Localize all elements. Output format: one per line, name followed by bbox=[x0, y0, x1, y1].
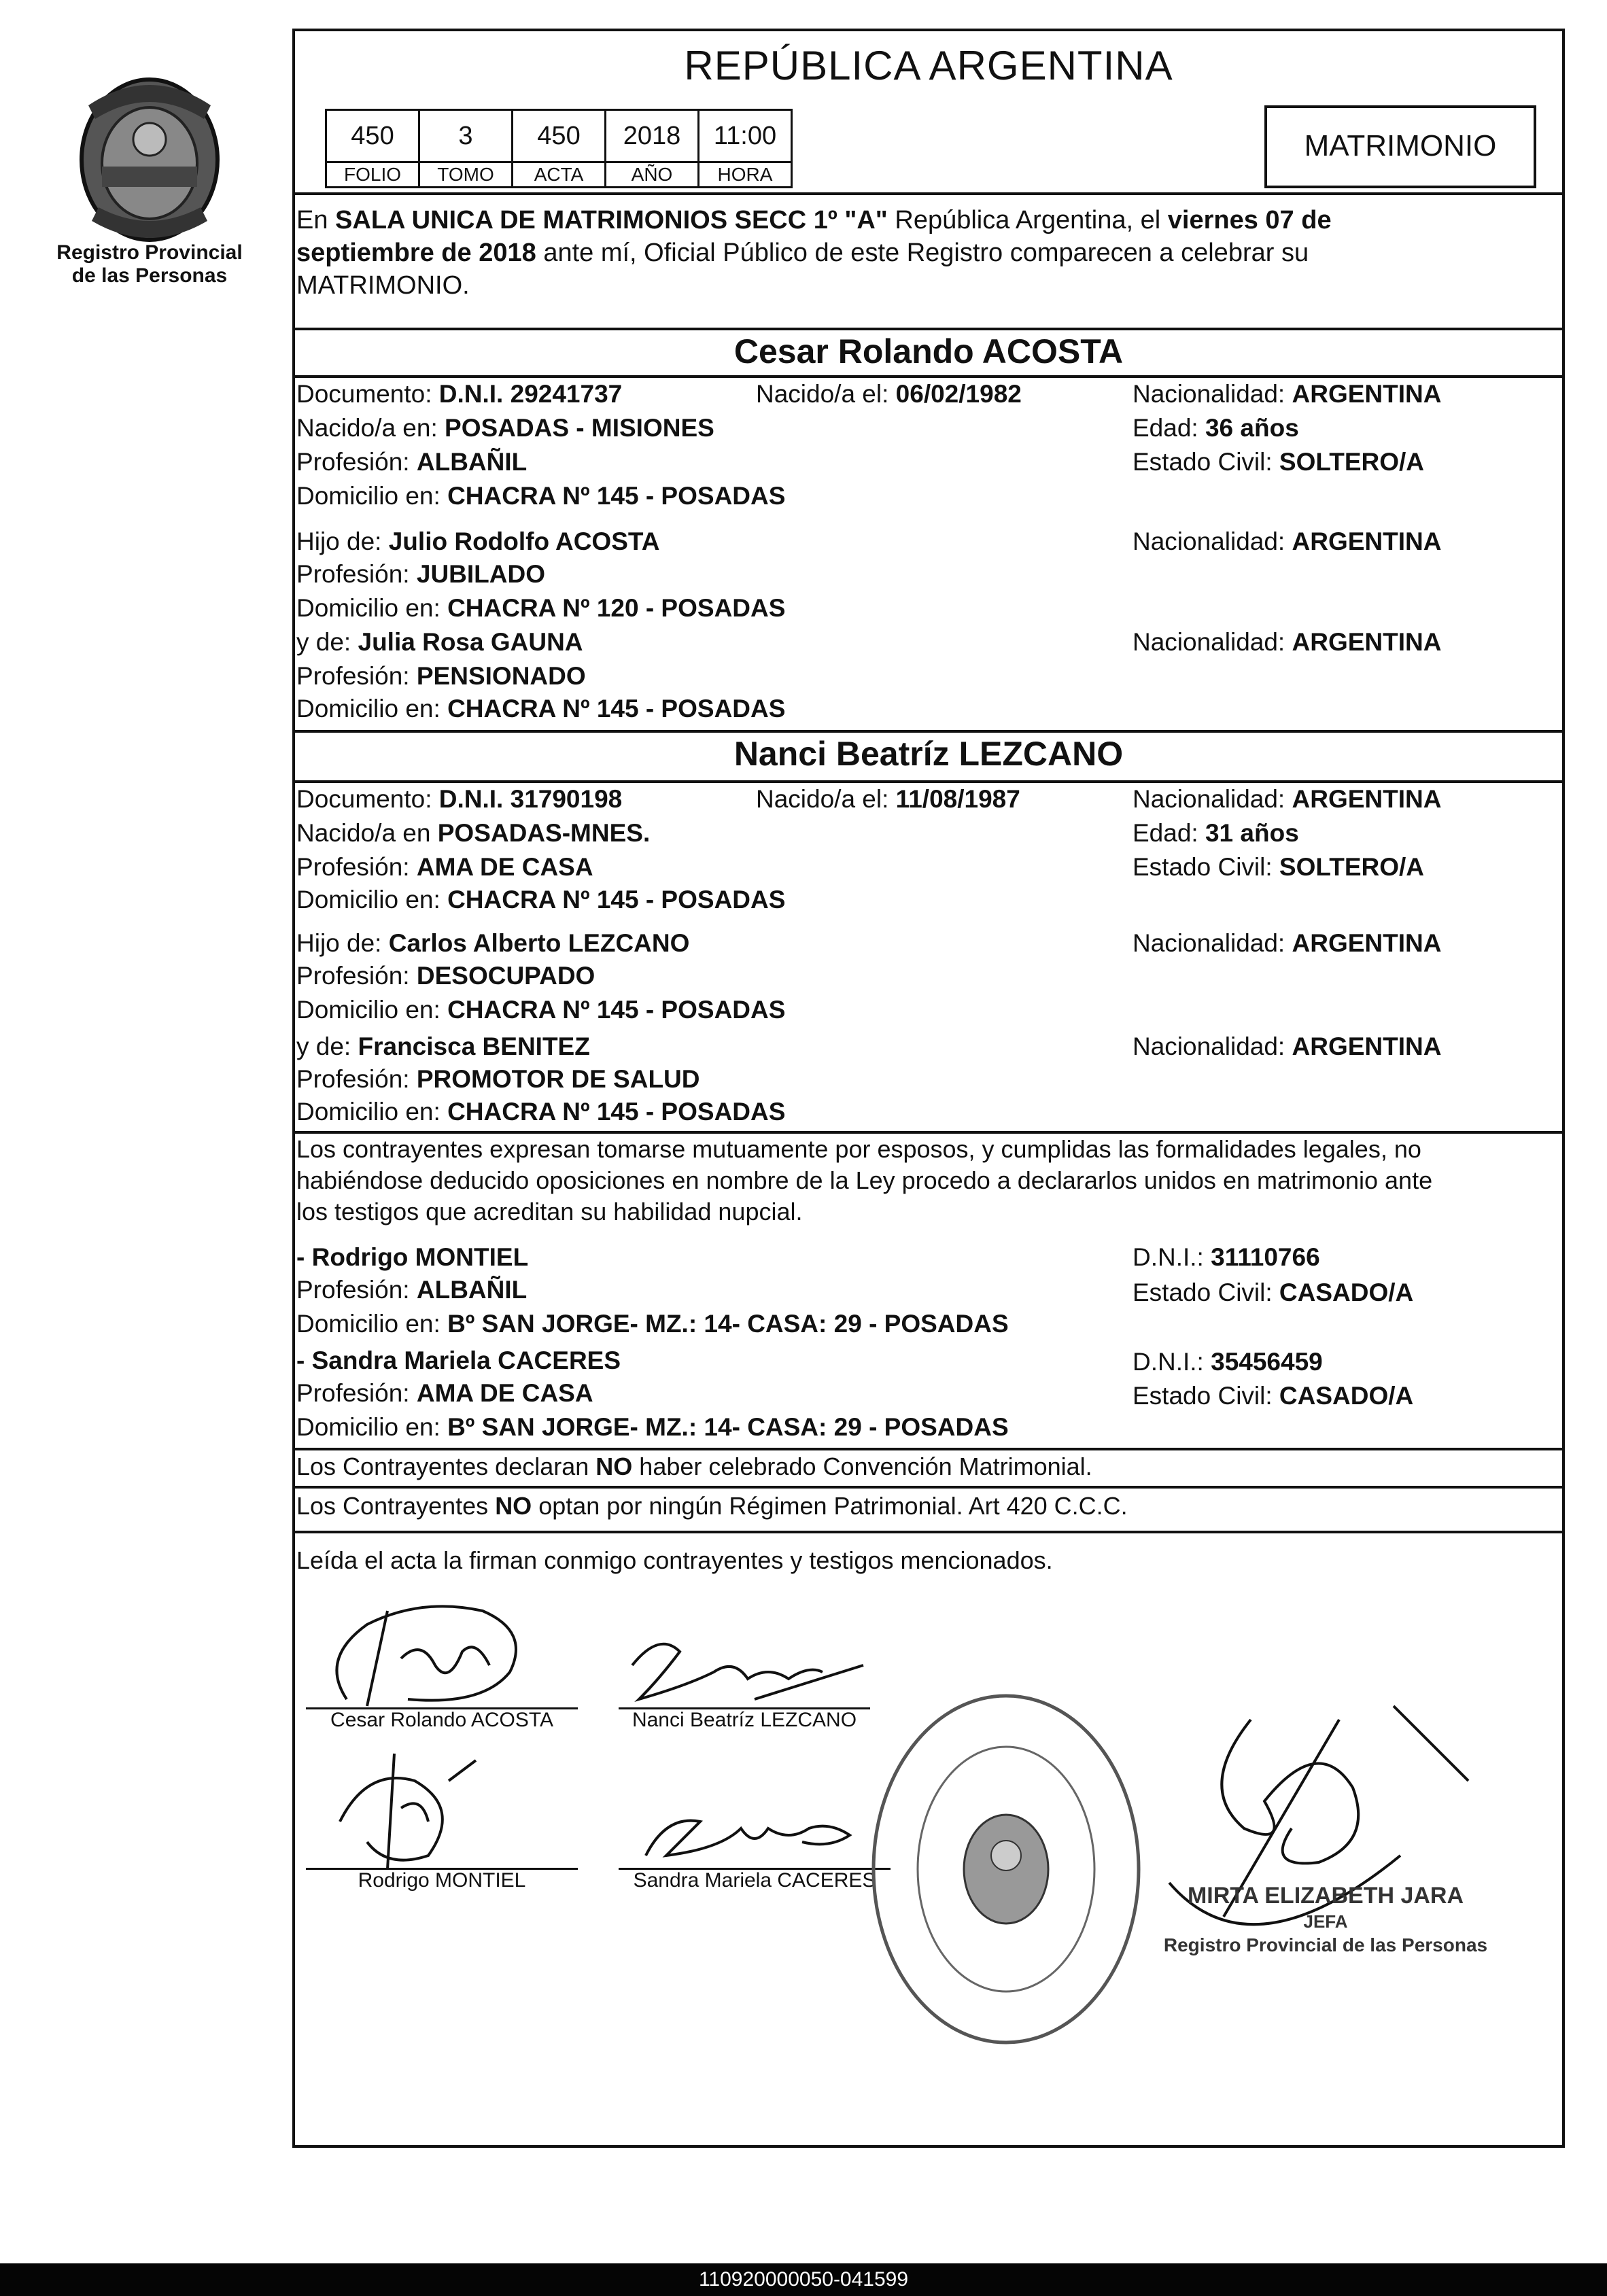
signature-label-witness2: Sandra Mariela CACERES bbox=[633, 1869, 876, 1892]
signature-label-witness1: Rodrigo MONTIEL bbox=[358, 1869, 526, 1892]
witness1-domicilio: Domicilio en: Bº SAN JORGE- MZ.: 14- CASA: 29 - POSADAS bbox=[296, 1310, 1009, 1338]
signature-witness1-icon bbox=[313, 1740, 517, 1876]
signature-witness2-icon bbox=[625, 1794, 870, 1869]
witness1-estado-civil: Estado Civil: CASADO/A bbox=[1133, 1279, 1414, 1306]
intro-paragraph: En SALA UNICA DE MATRIMONIOS SECC 1º "A" República Argentina, el viernes 07 de septiembre de 2018 ante mí, Oficial Público de este Registro comparecen a celebrar su MATRIMONIO. bbox=[296, 206, 1332, 300]
spouse1-father-nacionalidad: Nacionalidad: ARGENTINA bbox=[1133, 527, 1442, 555]
hora-value: 11:00 bbox=[699, 110, 792, 162]
closing-text: Leída el acta la firman conmigo contrayentes y testigos mencionados. bbox=[296, 1546, 1053, 1574]
spouse1-nacionalidad: Nacionalidad: ARGENTINA bbox=[1133, 380, 1442, 408]
spouse1-nacido-el: Nacido/a el: 06/02/1982 bbox=[756, 380, 1022, 408]
witness2-profesion: Profesión: AMA DE CASA bbox=[296, 1379, 593, 1407]
spouse2-edad: Edad: 31 años bbox=[1133, 819, 1299, 847]
spouse1-domicilio: Domicilio en: CHACRA Nº 145 - POSADAS bbox=[296, 482, 786, 510]
registry-side-label: Registro Provincial de las Personas bbox=[56, 241, 243, 287]
witness2-name: - Sandra Mariela CACERES bbox=[296, 1346, 621, 1374]
official-name: MIRTA ELIZABETH JARA bbox=[1187, 1883, 1464, 1909]
spouse1-mother-nacionalidad: Nacionalidad: ARGENTINA bbox=[1133, 628, 1442, 656]
anio-label: AÑO bbox=[606, 162, 699, 188]
signature-label-spouse1: Cesar Rolando ACOSTA bbox=[330, 1709, 553, 1731]
witness2-estado-civil: Estado Civil: CASADO/A bbox=[1133, 1382, 1414, 1410]
spouse2-nacionalidad: Nacionalidad: ARGENTINA bbox=[1133, 785, 1442, 813]
spouse2-mother-profesion: Profesión: PROMOTOR DE SALUD bbox=[296, 1065, 700, 1093]
spouse1-mother-profesion: Profesión: PENSIONADO bbox=[296, 662, 586, 690]
document-id-bar: 110920000050-041599 bbox=[0, 2263, 1607, 2296]
official-org: Registro Provincial de las Personas bbox=[1163, 1934, 1488, 1955]
spouse2-father-domicilio: Domicilio en: CHACRA Nº 145 - POSADAS bbox=[296, 996, 786, 1024]
spouse1-name: Cesar Rolando ACOSTA bbox=[733, 332, 1124, 370]
divider bbox=[292, 780, 1565, 783]
spouse2-mother: y de: Francisca BENITEZ bbox=[296, 1032, 590, 1060]
official-seal-icon bbox=[863, 1686, 1149, 2053]
signature-spouse2-icon bbox=[619, 1624, 877, 1713]
signature-label-spouse2: Nanci Beatríz LEZCANO bbox=[632, 1709, 857, 1731]
witness2-dni: D.N.I.: 35456459 bbox=[1133, 1348, 1323, 1376]
divider bbox=[292, 1531, 1565, 1533]
province-emblem-icon bbox=[68, 65, 231, 248]
divider bbox=[292, 375, 1565, 378]
witness1-dni: D.N.I.: 31110766 bbox=[1133, 1243, 1320, 1271]
folio-value: 450 bbox=[326, 110, 419, 162]
regime-statement: Los Contrayentes NO optan por ningún Régimen Patrimonial. Art 420 C.C.C. bbox=[296, 1492, 1128, 1520]
spouse1-profesion: Profesión: ALBAÑIL bbox=[296, 448, 528, 476]
spouse2-father-nacionalidad: Nacionalidad: ARGENTINA bbox=[1133, 929, 1442, 957]
spouse1-edad: Edad: 36 años bbox=[1133, 414, 1299, 442]
spouse2-domicilio: Domicilio en: CHACRA Nº 145 - POSADAS bbox=[296, 886, 786, 914]
declaration-paragraph: Los contrayentes expresan tomarse mutuamente por esposos, y cumplidas las formalidades legales, no habiéndose deducido oposiciones en nombre de la Ley procedo a declararlos unidos en matrimonio ante los testigos que acreditan su habilidad nupcial. bbox=[296, 1135, 1433, 1225]
witness1-profesion: Profesión: ALBAÑIL bbox=[296, 1276, 528, 1304]
spouse1-nacido-en: Nacido/a en: POSADAS - MISIONES bbox=[296, 414, 714, 442]
tomo-label: TOMO bbox=[419, 162, 513, 188]
tomo-value: 3 bbox=[419, 110, 513, 162]
spouse2-profesion: Profesión: AMA DE CASA bbox=[296, 853, 593, 881]
spouse2-estado-civil: Estado Civil: SOLTERO/A bbox=[1133, 853, 1425, 881]
spouse2-mother-domicilio: Domicilio en: CHACRA Nº 145 - POSADAS bbox=[296, 1098, 786, 1126]
spouse2-father-profesion: Profesión: DESOCUPADO bbox=[296, 962, 595, 990]
spouse1-mother-domicilio: Domicilio en: CHACRA Nº 145 - POSADAS bbox=[296, 695, 786, 723]
folio-table bbox=[325, 109, 793, 188]
witness2-domicilio: Domicilio en: Bº SAN JORGE- MZ.: 14- CASA: 29 - POSADAS bbox=[296, 1413, 1009, 1441]
act-type-box: MATRIMONIO bbox=[1264, 105, 1536, 188]
spouse2-name: Nanci Beatríz LEZCANO bbox=[733, 735, 1124, 773]
witness1-name: - Rodrigo MONTIEL bbox=[296, 1243, 529, 1271]
acta-label: ACTA bbox=[513, 162, 606, 188]
hora-label: HORA bbox=[699, 162, 792, 188]
spouse2-nacido-en: Nacido/a en POSADAS-MNES. bbox=[296, 819, 651, 847]
spouse2-documento: Documento: D.N.I. 31790198 bbox=[296, 785, 623, 813]
spouse1-father-profesion: Profesión: JUBILADO bbox=[296, 560, 545, 588]
divider bbox=[292, 328, 1565, 330]
convention-statement: Los Contrayentes declaran NO haber celebrado Convención Matrimonial. bbox=[296, 1453, 1092, 1480]
spouse2-father: Hijo de: Carlos Alberto LEZCANO bbox=[296, 929, 690, 957]
divider bbox=[292, 730, 1565, 733]
divider bbox=[292, 1486, 1565, 1489]
spouse2-mother-nacionalidad: Nacionalidad: ARGENTINA bbox=[1133, 1032, 1442, 1060]
spouse1-documento: Documento: D.N.I. 29241737 bbox=[296, 380, 623, 408]
spouse2-nacido-el: Nacido/a el: 11/08/1987 bbox=[756, 785, 1020, 813]
official-role: JEFA bbox=[1303, 1911, 1348, 1932]
signature-spouse1-icon bbox=[306, 1584, 591, 1720]
spouse1-estado-civil: Estado Civil: SOLTERO/A bbox=[1133, 448, 1425, 476]
spouse1-father: Hijo de: Julio Rodolfo ACOSTA bbox=[296, 527, 660, 555]
folio-label: FOLIO bbox=[326, 162, 419, 188]
divider bbox=[292, 192, 1565, 195]
page-title: REPÚBLICA ARGENTINA bbox=[684, 43, 1173, 88]
divider bbox=[292, 1448, 1565, 1450]
spouse1-father-domicilio: Domicilio en: CHACRA Nº 120 - POSADAS bbox=[296, 594, 786, 622]
spouse1-mother: y de: Julia Rosa GAUNA bbox=[296, 628, 583, 656]
anio-value: 2018 bbox=[606, 110, 699, 162]
acta-value: 450 bbox=[513, 110, 606, 162]
